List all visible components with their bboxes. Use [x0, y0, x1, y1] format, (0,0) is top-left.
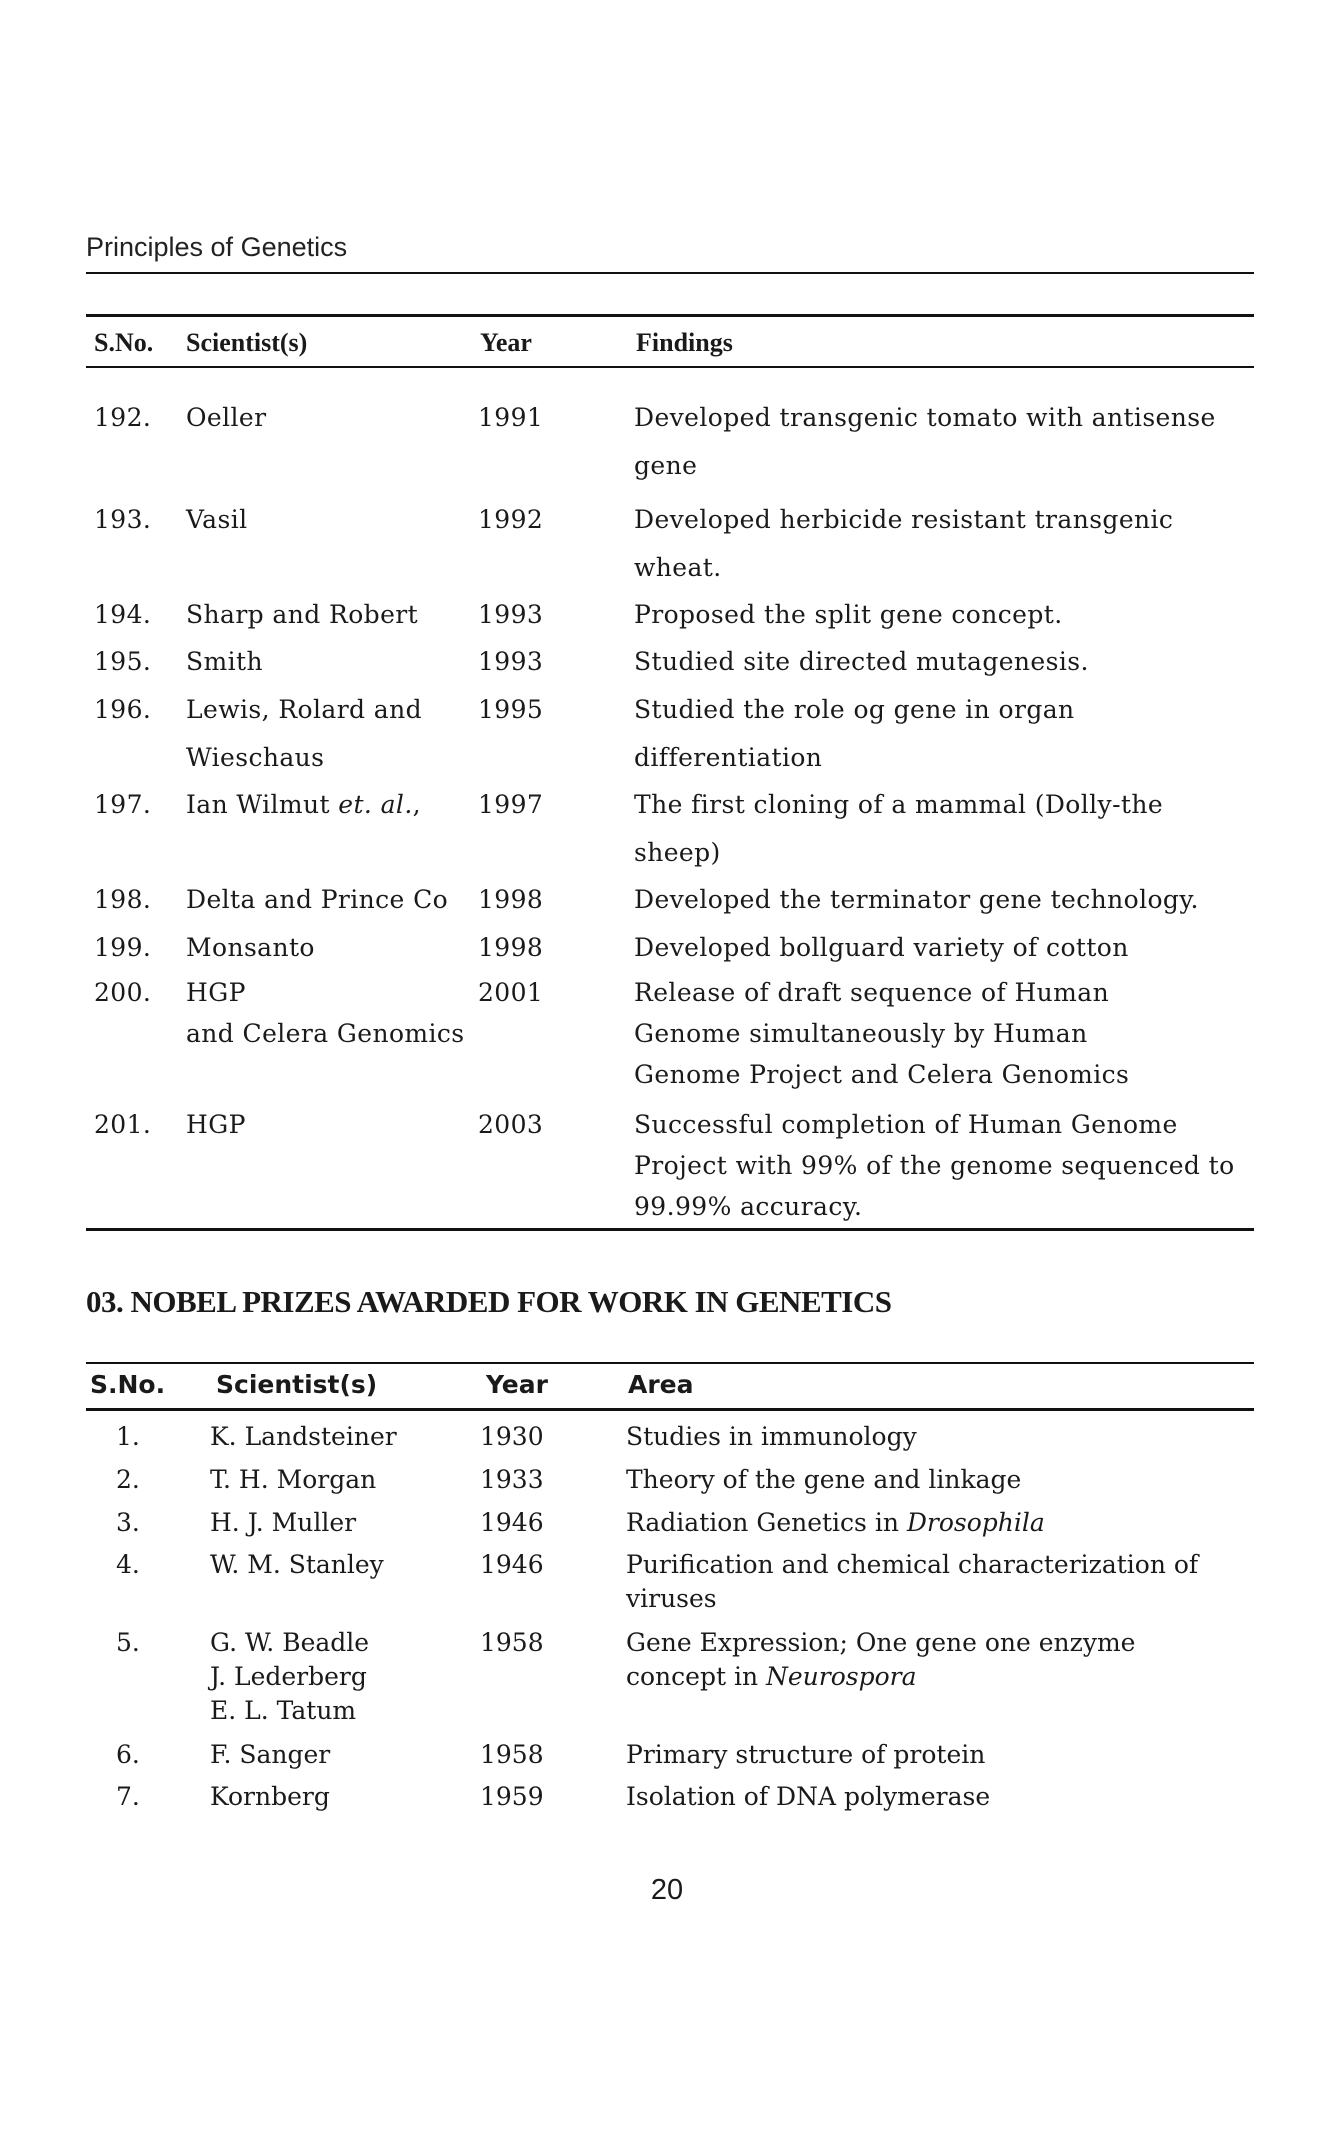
row-findings: The first cloning of a mammal (Dolly-the sheep)	[634, 790, 1164, 867]
table-row	[0, 1463, 1334, 1506]
row-year: 1993	[478, 600, 544, 629]
row-year: 1998	[478, 885, 544, 914]
row-sno: 195.	[94, 647, 152, 676]
row-findings: Studied site directed mutagenesis.	[634, 647, 1089, 676]
table-row	[0, 1780, 1334, 1822]
row-year: 1995	[478, 695, 544, 724]
row-year: 2001	[478, 978, 544, 1007]
row-year: 1992	[478, 505, 544, 534]
table2-header-rule	[86, 1408, 1254, 1411]
section-heading: 03. NOBEL PRIZES AWARDED FOR WORK IN GENETICS	[86, 1284, 892, 1319]
row-area: Primary structure of protein	[626, 1740, 986, 1769]
row-findings: Proposed the split gene concept.	[634, 600, 1063, 629]
row-year: 1991	[478, 403, 544, 432]
row-scientist: Lewis, Rolard and Wieschaus	[186, 695, 422, 772]
table-row	[0, 1104, 1334, 1234]
table1-top-rule	[86, 314, 1254, 317]
row-scientist: G. W. Beadle J. Lederberg E. L. Tatum	[210, 1628, 370, 1725]
table-row	[0, 924, 1334, 972]
row-sno: 192.	[94, 403, 152, 432]
row-scientist: W. M. Stanley	[210, 1550, 384, 1579]
row-sno: 201.	[94, 1110, 152, 1139]
table-row	[0, 638, 1334, 686]
row-sno: 197.	[94, 790, 152, 819]
row-year: 1933	[480, 1465, 544, 1494]
table1-body	[0, 394, 1334, 1234]
table-row	[0, 1420, 1334, 1463]
row-scientist: Delta and Prince Co	[186, 885, 449, 914]
table-row	[0, 1548, 1334, 1626]
row-scientist: Monsanto	[186, 933, 315, 962]
row-sno: 3.	[116, 1508, 140, 1537]
table-row	[0, 876, 1334, 924]
row-year: 2003	[478, 1110, 544, 1139]
table1-header-year: Year	[480, 328, 532, 357]
row-year: 1958	[480, 1740, 544, 1769]
row-findings: Studied the role og gene in organ differentiation	[634, 695, 1075, 772]
row-year: 1959	[480, 1782, 544, 1811]
row-findings: Developed transgenic tomato with antisense gene	[634, 403, 1216, 480]
table1-header-rule	[86, 366, 1254, 368]
table-row	[0, 1738, 1334, 1780]
row-year: 1958	[480, 1628, 544, 1657]
row-findings: Successful completion of Human Genome Project with 99% of the genome sequenced to 99.99% accuracy.	[634, 1110, 1235, 1221]
table-row	[0, 781, 1334, 876]
table2-header-year: Year	[486, 1370, 548, 1399]
row-year: 1997	[478, 790, 544, 819]
row-scientist: H. J. Muller	[210, 1508, 357, 1537]
row-sno: 196.	[94, 695, 152, 724]
row-scientist: Kornberg	[210, 1782, 330, 1811]
row-scientist: F. Sanger	[210, 1740, 331, 1769]
table-row	[0, 496, 1334, 591]
row-sno: 1.	[116, 1422, 140, 1451]
table1-header-scientists: Scientist(s)	[186, 328, 308, 357]
row-sno: 199.	[94, 933, 152, 962]
row-scientist: HGP and Celera Genomics	[186, 978, 465, 1048]
row-sno: 5.	[116, 1628, 140, 1657]
header-divider	[86, 272, 1254, 274]
row-area: Purification and chemical characterization of viruses	[626, 1550, 1199, 1613]
table2-body	[0, 1420, 1334, 1822]
row-scientist: T. H. Morgan	[210, 1465, 377, 1494]
table2-top-rule	[86, 1362, 1254, 1364]
table2-header-sno: S.No.	[90, 1370, 166, 1399]
row-scientist: HGP	[186, 1110, 246, 1139]
table1-header-findings: Findings	[636, 328, 733, 357]
table2-header-scientists: Scientist(s)	[216, 1370, 378, 1399]
row-sno: 7.	[116, 1782, 140, 1811]
row-year: 1946	[480, 1550, 544, 1579]
row-sno: 198.	[94, 885, 152, 914]
table1-header-row	[0, 328, 1334, 362]
table-row	[0, 686, 1334, 781]
table1-header-sno: S.No.	[94, 328, 154, 357]
row-sno: 193.	[94, 505, 152, 534]
row-findings: Developed herbicide resistant transgenic wheat.	[634, 505, 1174, 582]
table-row	[0, 1626, 1334, 1738]
row-scientist: K. Landsteiner	[210, 1422, 397, 1451]
row-area: Studies in immunology	[626, 1422, 917, 1451]
row-scientist: Smith	[186, 647, 263, 676]
row-scientist: Ian Wilmut et. al.,	[186, 790, 422, 819]
row-sno: 4.	[116, 1550, 140, 1579]
page-number: 20	[650, 1874, 684, 1906]
row-sno: 200.	[94, 978, 152, 1007]
row-findings: Release of draft sequence of Human Genome simultaneously by Human Genome Project and Celera Genomics	[634, 978, 1130, 1089]
row-findings: Developed the terminator gene technology.	[634, 885, 1199, 914]
row-year: 1998	[478, 933, 544, 962]
row-area: Radiation Genetics in Drosophila	[626, 1508, 1045, 1537]
table-row	[0, 1506, 1334, 1548]
row-findings: Developed bollguard variety of cotton	[634, 933, 1129, 962]
table2-header-area: Area	[628, 1370, 694, 1399]
row-area: Isolation of DNA polymerase	[626, 1782, 991, 1811]
row-year: 1946	[480, 1508, 544, 1537]
table-row	[0, 972, 1334, 1104]
row-sno: 2.	[116, 1465, 140, 1494]
table-row	[0, 591, 1334, 638]
running-head: Principles of Genetics	[86, 232, 348, 262]
row-area: Gene Expression; One gene one enzyme concept in Neurospora	[626, 1628, 1136, 1691]
row-sno: 6.	[116, 1740, 140, 1769]
table2-header-row	[0, 1370, 1334, 1404]
row-year: 1930	[480, 1422, 544, 1451]
row-area: Theory of the gene and linkage	[626, 1465, 1022, 1494]
table-row	[0, 394, 1334, 496]
row-scientist: Sharp and Robert	[186, 600, 419, 629]
row-sno: 194.	[94, 600, 152, 629]
row-scientist: Oeller	[186, 403, 267, 432]
table1-bottom-rule	[86, 1228, 1254, 1231]
row-scientist: Vasil	[186, 505, 248, 534]
row-year: 1993	[478, 647, 544, 676]
